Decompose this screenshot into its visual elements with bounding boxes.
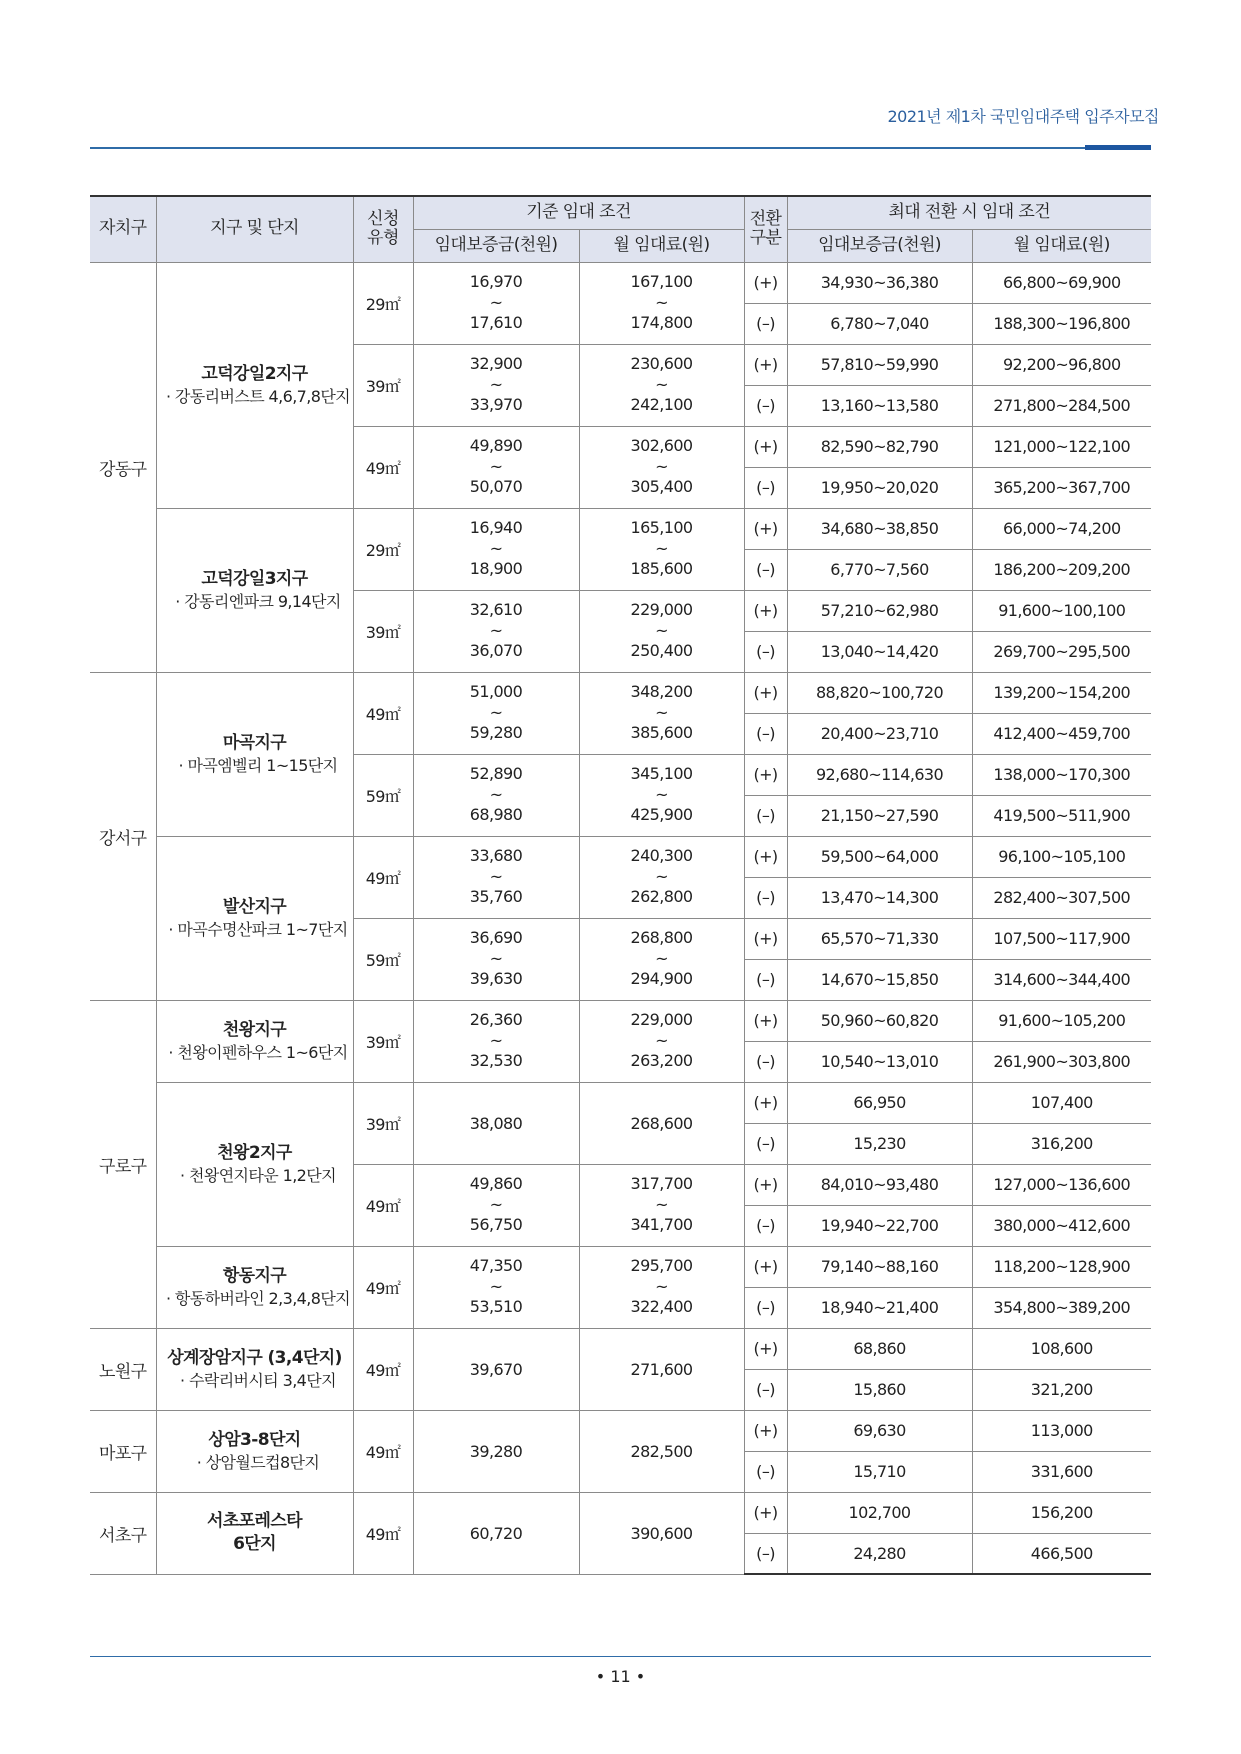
base-deposit-min: 51,000 <box>469 681 523 701</box>
conversion-plus: (+) <box>744 1082 787 1123</box>
tilde: ~ <box>655 1276 668 1296</box>
tilde: ~ <box>655 374 668 394</box>
tilde: ~ <box>655 1030 668 1050</box>
base-deposit: 60,720 <box>413 1492 579 1574</box>
conversion-plus: (+) <box>744 508 787 549</box>
max-rent-plus: 139,200~154,200 <box>972 672 1151 713</box>
tilde: ~ <box>489 1194 503 1214</box>
district-cell: 노원구 <box>90 1328 156 1410</box>
table-row <box>90 1000 1151 1041</box>
area-cell: 59㎡ <box>353 754 413 836</box>
max-deposit-plus: 57,210~62,980 <box>787 590 972 631</box>
table-row <box>90 1082 1151 1123</box>
base-deposit-max: 18,900 <box>469 559 523 579</box>
tilde: ~ <box>489 620 503 640</box>
district-cell: 서초구 <box>90 1492 156 1574</box>
max-rent-minus: 261,900~303,800 <box>972 1041 1151 1082</box>
page-number: • 11 • <box>595 1667 646 1686</box>
conversion-plus: (+) <box>744 1246 787 1287</box>
max-deposit-plus: 69,630 <box>787 1410 972 1451</box>
max-rent-minus: 271,800~284,500 <box>972 385 1151 426</box>
table-row <box>90 262 1151 303</box>
max-deposit-plus: 66,950 <box>787 1082 972 1123</box>
base-rent-min: 229,000 <box>630 1009 693 1029</box>
complex-detail: · 강동리엔파크 9,14단지 <box>175 591 341 611</box>
max-rent-minus: 466,500 <box>972 1533 1151 1574</box>
max-rent-plus: 91,600~100,100 <box>972 590 1151 631</box>
area-cell: 49㎡ <box>353 836 413 918</box>
complex-detail: · 수락리버시티 3,4단지 <box>180 1370 336 1390</box>
tilde: ~ <box>489 374 503 394</box>
max-deposit-plus: 34,930~36,380 <box>787 262 972 303</box>
complex-cell <box>156 262 353 508</box>
area-cell: 49㎡ <box>353 426 413 508</box>
footer-rule <box>90 1656 1151 1657</box>
header-max-rent: 월 임대료(원) <box>972 229 1151 262</box>
base-rent-min: 345,100 <box>630 763 693 783</box>
base-rent-min: 268,800 <box>630 927 693 947</box>
complex-name: 항동지구 <box>222 1265 287 1286</box>
area-cell: 29㎡ <box>353 508 413 590</box>
conversion-plus: (+) <box>744 1410 787 1451</box>
area-cell: 49㎡ <box>353 1246 413 1328</box>
document-header-title: 2021년 제1차 국민임대주택 입주자모집 <box>887 107 1159 126</box>
conversion-minus: (–) <box>744 549 787 590</box>
table-header <box>90 196 1151 262</box>
max-deposit-plus: 82,590~82,790 <box>787 426 972 467</box>
tilde: ~ <box>489 456 503 476</box>
tilde: ~ <box>489 948 503 968</box>
complex-detail: · 항동하버라인 2,3,4,8단지 <box>165 1288 351 1308</box>
complex-cell <box>156 1082 353 1246</box>
max-deposit-minus: 21,150~27,590 <box>787 795 972 836</box>
conversion-plus: (+) <box>744 426 787 467</box>
max-deposit-minus: 24,280 <box>787 1533 972 1574</box>
max-deposit-minus: 13,040~14,420 <box>787 631 972 672</box>
max-deposit-minus: 14,670~15,850 <box>787 959 972 1000</box>
base-deposit <box>413 426 579 508</box>
conversion-minus: (–) <box>744 1287 787 1328</box>
complex-name: 고덕강일2지구 <box>201 363 308 384</box>
base-rent <box>579 1246 744 1328</box>
complex-cell <box>156 1246 353 1328</box>
base-deposit-max: 50,070 <box>469 477 523 497</box>
area-cell: 39㎡ <box>353 590 413 672</box>
base-deposit-max: 68,980 <box>469 805 523 825</box>
complex-name: 고덕강일3지구 <box>201 568 308 589</box>
area-cell: 49㎡ <box>353 1164 413 1246</box>
max-rent-minus: 314,600~344,400 <box>972 959 1151 1000</box>
header-max-conversion-conditions: 최대 전환 시 임대 조건 <box>787 196 1151 229</box>
base-rent <box>579 1000 744 1082</box>
tilde: ~ <box>655 292 668 312</box>
table-row <box>90 508 1151 549</box>
base-deposit-min: 33,680 <box>469 845 523 865</box>
area-cell: 29㎡ <box>353 262 413 344</box>
header-base-deposit: 임대보증금(천원) <box>413 229 579 262</box>
max-deposit-minus: 13,160~13,580 <box>787 385 972 426</box>
base-deposit <box>413 1000 579 1082</box>
base-deposit-max: 56,750 <box>469 1215 523 1235</box>
max-deposit-minus: 20,400~23,710 <box>787 713 972 754</box>
conversion-minus: (–) <box>744 631 787 672</box>
base-deposit-max: 59,280 <box>469 723 523 743</box>
tilde: ~ <box>655 538 668 558</box>
base-deposit-min: 36,690 <box>469 927 523 947</box>
conversion-plus: (+) <box>744 754 787 795</box>
base-deposit-min: 47,350 <box>469 1255 523 1275</box>
conversion-plus: (+) <box>744 344 787 385</box>
max-rent-minus: 354,800~389,200 <box>972 1287 1151 1328</box>
base-deposit: 39,670 <box>413 1328 579 1410</box>
max-deposit-minus: 18,940~21,400 <box>787 1287 972 1328</box>
max-deposit-plus: 50,960~60,820 <box>787 1000 972 1041</box>
max-rent-plus: 91,600~105,200 <box>972 1000 1151 1041</box>
base-rent-min: 165,100 <box>630 517 693 537</box>
max-rent-minus: 380,000~412,600 <box>972 1205 1151 1246</box>
rent-conditions-table <box>90 195 1151 1575</box>
complex-name: 상계장암지구 (3,4단지) <box>167 1347 342 1368</box>
tilde: ~ <box>489 1030 503 1050</box>
conversion-minus: (–) <box>744 1041 787 1082</box>
complex-detail: · 천왕연지타운 1,2단지 <box>180 1165 336 1185</box>
base-rent-max: 425,900 <box>630 805 693 825</box>
base-deposit-max: 33,970 <box>469 395 523 415</box>
complex-cell <box>156 1410 353 1492</box>
header-conversion: 전환 구분 <box>744 196 787 262</box>
conversion-minus: (–) <box>744 1205 787 1246</box>
base-rent <box>579 262 744 344</box>
tilde: ~ <box>489 866 503 886</box>
base-rent-max: 294,900 <box>630 969 693 989</box>
conversion-plus: (+) <box>744 590 787 631</box>
base-deposit-min: 16,940 <box>469 517 523 537</box>
base-deposit-max: 35,760 <box>469 887 523 907</box>
base-rent-max: 262,800 <box>630 887 693 907</box>
complex-name: 마곡지구 <box>222 732 287 753</box>
complex-cell <box>156 1492 353 1574</box>
base-rent: 282,500 <box>579 1410 744 1492</box>
max-deposit-plus: 102,700 <box>787 1492 972 1533</box>
conversion-minus: (–) <box>744 877 787 918</box>
header-base-rent: 월 임대료(원) <box>579 229 744 262</box>
base-rent-min: 229,000 <box>630 599 693 619</box>
max-rent-plus: 138,000~170,300 <box>972 754 1151 795</box>
base-deposit-min: 32,610 <box>469 599 523 619</box>
complex-name: 상암3-8단지 <box>208 1429 301 1450</box>
complex-cell <box>156 1000 353 1082</box>
tilde: ~ <box>655 456 668 476</box>
base-rent-max: 341,700 <box>630 1215 693 1235</box>
conversion-minus: (–) <box>744 1369 787 1410</box>
header-complex: 지구 및 단지 <box>156 196 353 262</box>
max-deposit-minus: 10,540~13,010 <box>787 1041 972 1082</box>
max-deposit-plus: 59,500~64,000 <box>787 836 972 877</box>
conversion-minus: (–) <box>744 795 787 836</box>
max-deposit-minus: 19,950~20,020 <box>787 467 972 508</box>
max-deposit-plus: 34,680~38,850 <box>787 508 972 549</box>
base-deposit-max: 36,070 <box>469 641 523 661</box>
max-rent-minus: 186,200~209,200 <box>972 549 1151 590</box>
area-cell: 49㎡ <box>353 1410 413 1492</box>
base-deposit-max: 39,630 <box>469 969 523 989</box>
conversion-minus: (–) <box>744 467 787 508</box>
area-cell: 39㎡ <box>353 344 413 426</box>
complex-cell <box>156 672 353 836</box>
tilde: ~ <box>489 702 503 722</box>
max-rent-plus: 66,000~74,200 <box>972 508 1151 549</box>
base-deposit <box>413 344 579 426</box>
max-rent-plus: 113,000 <box>972 1410 1151 1451</box>
tilde: ~ <box>655 620 668 640</box>
base-rent <box>579 508 744 590</box>
header-max-deposit: 임대보증금(천원) <box>787 229 972 262</box>
conversion-plus: (+) <box>744 918 787 959</box>
base-deposit <box>413 1164 579 1246</box>
district-cell: 마포구 <box>90 1410 156 1492</box>
max-deposit-plus: 88,820~100,720 <box>787 672 972 713</box>
table-row <box>90 1328 1151 1369</box>
max-rent-minus: 316,200 <box>972 1123 1151 1164</box>
district-cell: 구로구 <box>90 1000 156 1328</box>
base-rent-min: 230,600 <box>630 353 693 373</box>
district-cell: 강서구 <box>90 672 156 1000</box>
base-rent-max: 174,800 <box>630 313 693 333</box>
base-deposit <box>413 754 579 836</box>
max-rent-minus: 321,200 <box>972 1369 1151 1410</box>
tilde: ~ <box>655 866 668 886</box>
header-district: 자치구 <box>90 196 156 262</box>
conversion-plus: (+) <box>744 262 787 303</box>
conversion-minus: (–) <box>744 959 787 1000</box>
max-deposit-minus: 19,940~22,700 <box>787 1205 972 1246</box>
base-deposit <box>413 1246 579 1328</box>
max-rent-minus: 365,200~367,700 <box>972 467 1151 508</box>
conversion-plus: (+) <box>744 1164 787 1205</box>
max-deposit-minus: 15,230 <box>787 1123 972 1164</box>
base-rent <box>579 590 744 672</box>
base-rent-max: 305,400 <box>630 477 693 497</box>
max-rent-plus: 92,200~96,800 <box>972 344 1151 385</box>
max-deposit-plus: 84,010~93,480 <box>787 1164 972 1205</box>
max-rent-plus: 121,000~122,100 <box>972 426 1151 467</box>
max-rent-minus: 188,300~196,800 <box>972 303 1151 344</box>
tilde: ~ <box>489 784 503 804</box>
base-deposit-max: 17,610 <box>469 313 523 333</box>
base-rent <box>579 344 744 426</box>
max-rent-minus: 269,700~295,500 <box>972 631 1151 672</box>
max-rent-plus: 108,600 <box>972 1328 1151 1369</box>
conversion-plus: (+) <box>744 836 787 877</box>
base-deposit: 39,280 <box>413 1410 579 1492</box>
max-deposit-plus: 92,680~114,630 <box>787 754 972 795</box>
base-deposit-min: 26,360 <box>469 1009 523 1029</box>
header-rule-accent <box>1085 145 1151 150</box>
conversion-minus: (–) <box>744 1451 787 1492</box>
conversion-plus: (+) <box>744 1492 787 1533</box>
header-type: 신청 유형 <box>353 196 413 262</box>
base-rent: 390,600 <box>579 1492 744 1574</box>
base-rent-min: 348,200 <box>630 681 693 701</box>
base-deposit-min: 32,900 <box>469 353 523 373</box>
tilde: ~ <box>655 948 668 968</box>
base-rent-max: 242,100 <box>630 395 693 415</box>
area-cell: 49㎡ <box>353 1328 413 1410</box>
base-rent: 268,600 <box>579 1082 744 1164</box>
conversion-plus: (+) <box>744 1000 787 1041</box>
conversion-minus: (–) <box>744 1123 787 1164</box>
table-row <box>90 836 1151 877</box>
max-rent-plus: 66,800~69,900 <box>972 262 1151 303</box>
max-rent-plus: 107,500~117,900 <box>972 918 1151 959</box>
max-rent-plus: 107,400 <box>972 1082 1151 1123</box>
base-deposit-min: 49,890 <box>469 435 523 455</box>
tilde: ~ <box>489 1276 503 1296</box>
area-cell: 39㎡ <box>353 1082 413 1164</box>
base-rent-max: 263,200 <box>630 1051 693 1071</box>
base-deposit <box>413 590 579 672</box>
base-deposit-min: 16,970 <box>469 271 523 291</box>
max-deposit-minus: 13,470~14,300 <box>787 877 972 918</box>
conversion-plus: (+) <box>744 1328 787 1369</box>
district-cell: 강동구 <box>90 262 156 672</box>
header-base-conditions: 기준 임대 조건 <box>413 196 744 229</box>
base-rent-max: 322,400 <box>630 1297 693 1317</box>
max-deposit-minus: 15,860 <box>787 1369 972 1410</box>
max-rent-plus: 127,000~136,600 <box>972 1164 1151 1205</box>
complex-name: 천왕지구 <box>222 1019 287 1040</box>
max-rent-minus: 331,600 <box>972 1451 1151 1492</box>
base-deposit-min: 52,890 <box>469 763 523 783</box>
base-rent-max: 250,400 <box>630 641 693 661</box>
complex-detail: · 마곡수명산파크 1~7단지 <box>168 919 348 939</box>
table-row <box>90 1492 1151 1533</box>
max-deposit-minus: 6,770~7,560 <box>787 549 972 590</box>
base-rent-min: 317,700 <box>630 1173 693 1193</box>
max-deposit-plus: 57,810~59,990 <box>787 344 972 385</box>
header-rule <box>90 147 1151 149</box>
table-row <box>90 1246 1151 1287</box>
base-rent: 271,600 <box>579 1328 744 1410</box>
base-deposit <box>413 508 579 590</box>
max-rent-plus: 118,200~128,900 <box>972 1246 1151 1287</box>
base-deposit-min: 49,860 <box>469 1173 523 1193</box>
tilde: ~ <box>655 1194 668 1214</box>
area-cell: 59㎡ <box>353 918 413 1000</box>
base-rent <box>579 672 744 754</box>
conversion-minus: (–) <box>744 303 787 344</box>
max-rent-minus: 412,400~459,700 <box>972 713 1151 754</box>
conversion-minus: (–) <box>744 1533 787 1574</box>
complex-name: 서초포레스타 6단지 <box>207 1511 302 1554</box>
base-deposit-max: 53,510 <box>469 1297 523 1317</box>
complex-detail: · 상암월드컵8단지 <box>196 1452 320 1472</box>
complex-name: 천왕2지구 <box>217 1142 292 1163</box>
table-row <box>90 672 1151 713</box>
base-rent <box>579 754 744 836</box>
base-rent-max: 185,600 <box>630 559 693 579</box>
base-rent <box>579 918 744 1000</box>
complex-cell <box>156 836 353 1000</box>
max-rent-plus: 156,200 <box>972 1492 1151 1533</box>
base-deposit <box>413 672 579 754</box>
tilde: ~ <box>655 784 668 804</box>
base-rent-min: 167,100 <box>630 271 693 291</box>
max-rent-minus: 419,500~511,900 <box>972 795 1151 836</box>
max-deposit-minus: 15,710 <box>787 1451 972 1492</box>
base-deposit <box>413 262 579 344</box>
area-cell: 39㎡ <box>353 1000 413 1082</box>
base-rent <box>579 1164 744 1246</box>
base-rent-min: 302,600 <box>630 435 693 455</box>
base-deposit <box>413 836 579 918</box>
complex-cell <box>156 1328 353 1410</box>
area-cell: 49㎡ <box>353 672 413 754</box>
max-rent-plus: 96,100~105,100 <box>972 836 1151 877</box>
complex-detail: · 강동리버스트 4,6,7,8단지 <box>165 386 351 406</box>
base-deposit: 38,080 <box>413 1082 579 1164</box>
base-rent-min: 295,700 <box>630 1255 693 1275</box>
complex-cell <box>156 508 353 672</box>
complex-detail: · 천왕이펜하우스 1~6단지 <box>168 1042 348 1062</box>
max-rent-minus: 282,400~307,500 <box>972 877 1151 918</box>
conversion-plus: (+) <box>744 672 787 713</box>
base-rent-min: 240,300 <box>630 845 693 865</box>
base-deposit <box>413 918 579 1000</box>
base-rent-max: 385,600 <box>630 723 693 743</box>
conversion-minus: (–) <box>744 713 787 754</box>
base-rent <box>579 836 744 918</box>
max-deposit-minus: 6,780~7,040 <box>787 303 972 344</box>
max-deposit-plus: 68,860 <box>787 1328 972 1369</box>
tilde: ~ <box>489 292 503 312</box>
max-deposit-plus: 65,570~71,330 <box>787 918 972 959</box>
table-row <box>90 1410 1151 1451</box>
area-cell: 49㎡ <box>353 1492 413 1574</box>
complex-name: 발산지구 <box>222 896 287 917</box>
base-rent <box>579 426 744 508</box>
max-deposit-plus: 79,140~88,160 <box>787 1246 972 1287</box>
base-deposit-max: 32,530 <box>469 1051 523 1071</box>
complex-detail: · 마곡엠벨리 1~15단지 <box>178 755 338 775</box>
tilde: ~ <box>489 538 503 558</box>
table-body <box>90 262 1151 1574</box>
conversion-minus: (–) <box>744 385 787 426</box>
tilde: ~ <box>655 702 668 722</box>
